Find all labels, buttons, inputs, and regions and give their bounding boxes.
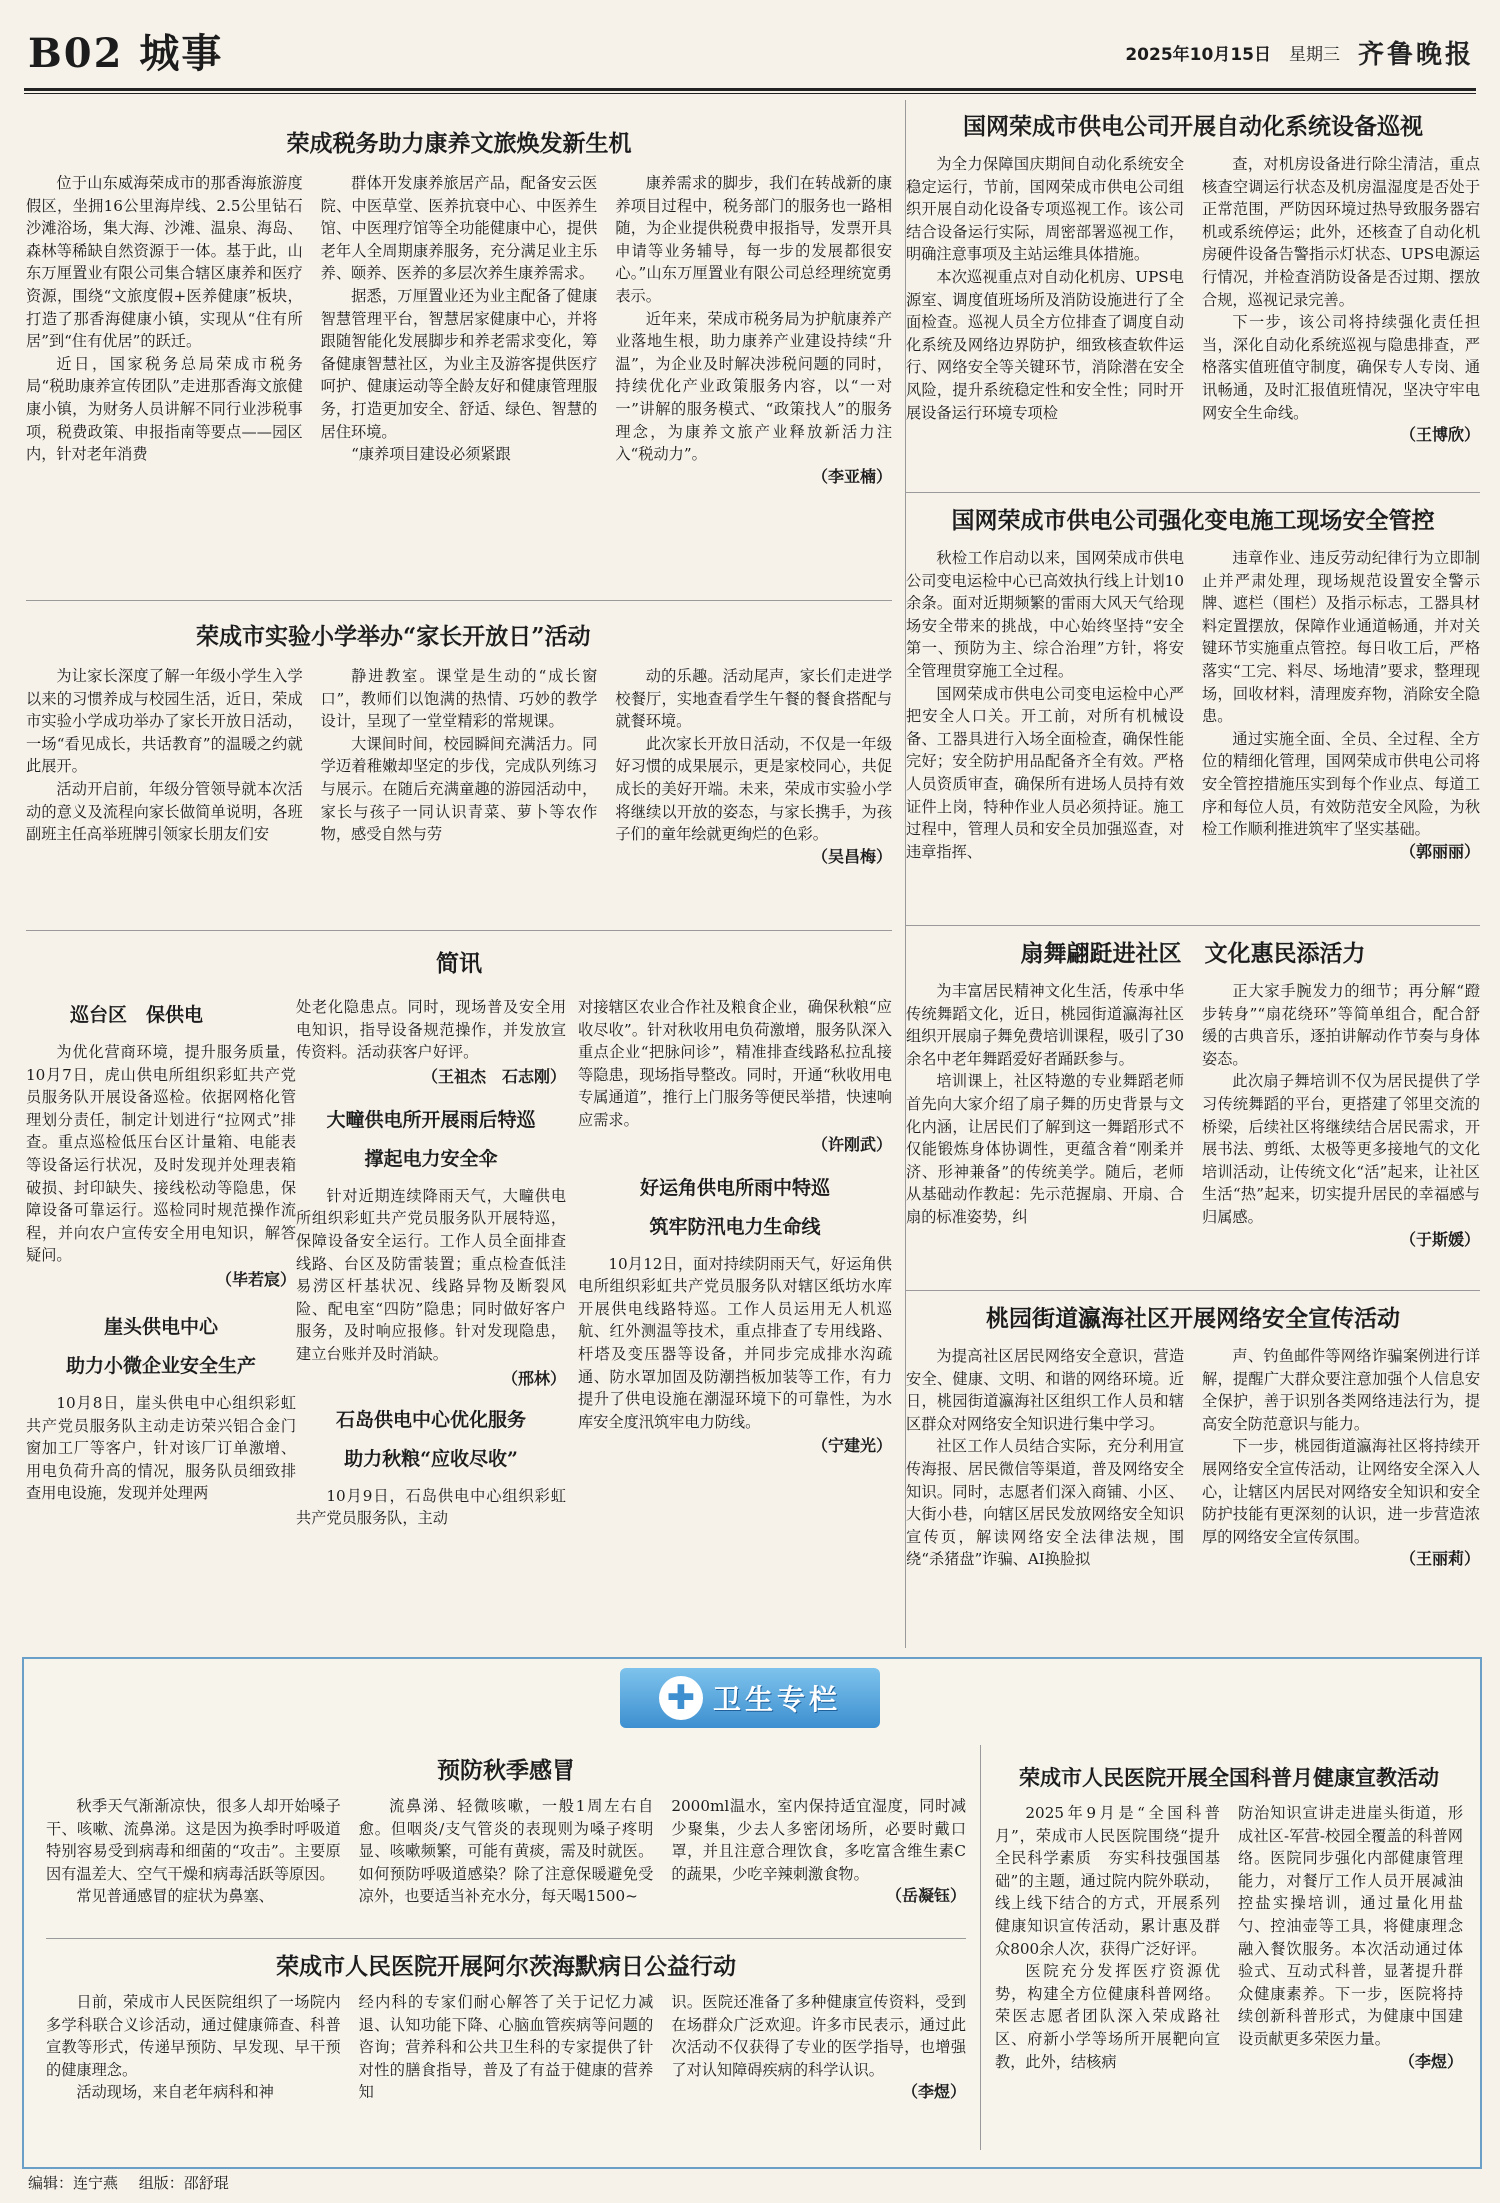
article-title: 荣成税务助力康养文旅焕发新生机 [286,130,632,157]
briefs-title: 简讯 [436,950,482,977]
article-alzheimer-day [46,1948,966,2104]
brief-text: 10月8日，崖头供电中心组织彩虹共产党员服务队主动走访荣兴铝合金门窗加工厂等客户，针对该厂订单激增、用电负荷升高的情况，服务队员细致排查用电设施，发现并处理两 [26,1393,296,1503]
brief-title: 大疃供电所开展雨后特巡 [326,1108,536,1131]
health-banner [620,1668,880,1728]
article-title: 荣成市实验小学举办“家长开放日”活动 [196,623,591,650]
article-col-2: 违章作业、违反劳动纪律行为立即制止并严肃处理，现场规范设置安全警示牌、遮栏（围栏）及指示标志，工器具材料定置摆放，保障作业通道畅通，并对关键环节实施重点管控。每日收工后，严格落实“工完、料尽、场地清”要求，整理现场，回收材料，清理废弃物，消除安全隐患。 通过实施全面、全员、全过程、全方位的精细化管理，国网荣成市供电公司将安全管控措施压实到每个作业点、每道工序和每位人员，有效防范安全风险，为秋检工作顺利推进筑牢了坚实基础。 （郭丽丽） [1202,547,1480,863]
weekday: 星期三 [1288,45,1340,65]
article-autumn-cold [46,1752,966,1908]
article-grid-automation [906,108,1480,447]
byline: （邢林） [501,1368,566,1388]
article-col-1: 为提高社区居民网络安全意识，营造安全、健康、文明、和谐的网络环境。近日，桃园街道瀛海社区组织工作人员和辖区群众对网络安全知识进行集中学习。 社区工作人员结合实际，充分利用宣传海报、居民微信等渠道，普及网络安全知识。同时，志愿者们深入商铺、小区、大街小巷，向辖区居民发放网络安全知识宣传页，解读网络安全法律法规，围绕“杀猪盘”诈骗、AI换脸拟 [906,1347,1184,1569]
issue-date: 2025年10月15日 [1125,45,1271,65]
article-col-1: 为丰富居民精神文化生活，传承中华传统舞蹈文化，近日，桃园街道瀛海社区组织开展扇子舞免费培训课程，吸引了30余名中老年舞蹈爱好者踊跃参与。 培训课上，社区特邀的专业舞蹈老师首先向大家介绍了扇子舞的历史背景与文化内涵，让居民们了解到这一舞蹈形式不仅能锻炼身体协调性，更蕴含着“刚柔并济、形神兼备”的传统美学。随后，老师从基础动作教起：先示范握扇、开扇、合扇的标准姿势，纠 [906,982,1184,1226]
byline: （李煜） [1398,2051,1463,2071]
article-title: 荣成市人民医院开展阿尔茨海默病日公益行动 [276,1953,736,1980]
article-col-1: 为让家长深度了解一年级小学生入学以来的习惯养成与校园生活，近日，荣成市实验小学成功举办了家长开放日活动，一场“看见成长，共话教育”的温暖之约就此展开。 活动开启前，年级分管领导就本次活动的意义及流程向家长做简单说明，各班副班主任高举班牌引领家长朋友们安 [26,667,303,844]
brief-text: 处老化隐患点。同时，现场普及安全用电知识，指导设备规范操作，并发放宣传资料。活动获客户好评。 [296,998,566,1062]
article-col-2: 群体开发康养旅居产品，配备安云医院、中医草堂、医养抗衰中心、中医养生馆、中医理疗馆等全功能健康中心，提供老年人全周期康养服务，充分满足业主乐养、颐养、医养的多层次养生康养需求。 据悉，万厘置业还为业主配备了健康智慧管理平台，智慧居家健康中心，并将跟随智能化发展脚步和养老需求变化，筹备健康智慧社区，为业主及游客提供医疗呵护、健康运动等全龄友好和健康管理服务，打造更加安全、舒适、绿色、智慧的居住环境。 “康养项目建设必须紧跟 [320,174,598,464]
article-col-1: 位于山东威海荣成市的那香海旅游度假区，坐拥16公里海岸线、2.5公里钻石沙滩浴场，集大海、沙滩、温泉、海岛、森林等稀缺自然资源于一体。基于此，山东万厘置业有限公司集合辖区康养和医疗资源，围绕“文旅度假+医养健康”板块，打造了那香海健康小镇，实现从“住有所居”到“住有优居”的跃迁。 近日，国家税务总局荣成市税务局“税助康养宣传团队”走进那香海文旅健康小镇，为财务人员讲解不同行业涉税事项，税费政策、申报指南等要点——园区内，针对老年消费 [26,174,303,464]
article-grid-safety [906,502,1480,863]
article-title: 预防秋季感冒 [437,1757,575,1784]
masthead-info [1125,34,1474,71]
brief-text: 10月12日，面对持续阴雨天气，好运角供电所组织彩虹共产党员服务队对辖区纸坊水库开展供电线路特巡。工作人员运用无人机巡航、红外测温等技术，重点排查了专用线路、杆塔及变压器等设备，并同步完成排水沟疏通、防水罩加固及防潮挡板加装等工作，有力提升了供电设施在潮湿环境下的可靠性，为水库安全度汛筑牢电力防线。 [578,1254,892,1431]
brief-col-3 [578,996,892,1456]
article-title: 荣成市人民医院开展全国科普月健康宣教活动 [1019,1765,1439,1790]
article-fan-dance [906,935,1480,1251]
brief-title: 石岛供电中心优化服务 [335,1408,526,1431]
article-col-2: 声、钓鱼邮件等网络诈骗案例进行详解，提醒广大群众要注意加强个人信息安全保护，善于识别各类网络违法行为，提高安全防范意识与能力。 下一步，桃园街道瀛海社区将持续开展网络安全宣传活动，让网络安全深入人心，让辖区内居民对网络安全知识和安全防护技能有更深刻的认识，进一步营造浓厚的网络安全宣传氛围。 （王丽莉） [1202,1345,1480,1571]
byline: （吴昌梅） [812,846,893,866]
separator [906,925,1480,926]
page-footer [28,2172,245,2193]
newspaper-logo: 齐鲁晚报 [1357,40,1474,70]
byline: （王祖杰 石志刚） [421,1066,566,1086]
brief-title: 崖头供电中心 [103,1315,218,1338]
brief-title: 好运角供电所雨中特巡 [639,1176,830,1199]
separator [906,492,1480,493]
separator [906,1290,1480,1291]
health-banner-label: 卫生专栏 [712,1683,841,1716]
article-col-3: 康养需求的脚步，我们在转战新的康养项目过程中，税务部门的服务也一路相随，为企业提供税费申报指导，发票开具申请等业务辅导，每一步的发展都很安心。”山东万厘置业有限公司总经理统宽勇表示。 近年来，荣成市税务局为护航康养产业落地生根，助力康养产业建设持续“升温”，为企业及时解决涉税问题的同时，持续优化产业政策服务内容，以“一对一”讲解的服务模式、“政策找人”的服务理念，为康养文旅产业释放新活力注入“税动力”。 （李亚楠） [615,172,892,488]
brief-subtitle: 撑起电力安全伞 [364,1147,498,1170]
byline: （毕若宸） [215,1269,296,1289]
header-rule [24,88,1476,91]
brief-text: 为优化营商环境，提升服务质量，10月7日，虎山供电所组织彩虹共产党员服务队开展设备巡检。依据网格化管理划分责任，制定计划进行“拉网式”排查。重点巡检低压台区计量箱、电能表等设备运行状况，及时发现并处理表箱破损、封印缺失、接线松动等隐患，保障设备可靠运行。巡检同时规范操作流程，并向农户宣传安全用电知识，解答疑问。 [26,1043,296,1265]
byline: （于斯媛） [1399,1229,1480,1249]
article-col-1: 秋检工作启动以来，国网荣成市供电公司变电运检中心已高效执行线上计划10余条。面对近期频繁的雷雨大风天气给现场安全带来的挑战，中心始终坚持“安全第一、预防为主、综合治理”方针，将安全管理贯穿施工全过程。 国网荣成市供电公司变电运检中心严把安全人口关。开工前，对所有机械设备、工器具进行入场全面检查，确保性能完好；安全防护用品配备齐全有效。严格人员资质审查，确保所有进场人员持有效证件上岗，特种作业人员必须持证。施工过程中，管理人员和安全员加强巡查，对违章指挥、 [906,549,1184,861]
article-col-2: 防治知识宣讲走进崖头街道，形成社区-军营-校园全覆盖的科普网络。医院同步强化内部健康管理能力，对餐厅工作人员开展减油控盐实操培训，通过量化用盐勺、控油壶等工具，将健康理念融入餐饮服务。本次活动通过体验式、互动式科普，显著提升群众健康素养。下一步，医院将持续创新科普形式，为健康中国建设贡献更多荣医力量。 （李煜） [1238,1802,1463,2073]
brief-col-1 [26,990,296,1505]
article-col-1: 为全力保障国庆期间自动化系统安全稳定运行，节前，国网荣成市供电公司组织开展自动化设备专项巡视工作。该公司结合设备运行实际，周密部署巡视工作，明确注意事项及主站运维具体措施。 本次巡视重点对自动化机房、UPS电源室、调度值班场所及消防设施进行了全面检查。巡视人员全方位排查了调度自动化系统及网络边界防护，细致核查软件运行、网络安全等关键环节，消除潜在安全风险，提升系统稳定性和安全性；同时开展设备运行环境专项检 [906,155,1184,422]
article-col-2: 查，对机房设备进行除尘清洁，重点核查空调运行状态及机房温湿度是否处于正常范围，严防因环境过热导致服务器宕机或系统停运；此外，还核查了自动化机房硬件设备告警指示灯状态、UPS电源运行情况，并检查消防设备是否过期、摆放合规，巡视记录完善。 下一步，该公司将持续强化责任担当，深化自动化系统巡视与隐患排查，严格落实值班值守制度，确保专人专岗、通讯畅通，及时汇报值班情况，坚决守牢电网安全生命线。 （王博欣） [1202,153,1480,447]
article-cyber-safety [906,1300,1480,1571]
article-science-month [995,1762,1463,2073]
article-col-1: 2025年9月是“全国科普月”，荣成市人民医院围绕“提升全民科学素质 夯实科技强国基础”的主题，通过院内院外联动，线上线下结合的方式，开展系列健康知识宣传活动，累计惠及群众800余人次，获得广泛好评。 医院充分发挥医疗资源优势，构建全方位健康科普网络。荣医志愿者团队深入荣成路社区、府新小学等场所开展靶向宣教，此外，结核病 [995,1804,1220,2071]
article-col-1: 日前，荣成市人民医院组织了一场院内多学科联合义诊活动，通过健康筛查、科普宣教等形式，传递早预防、早发现、早干预的健康理念。 活动现场，来自老年病科和神 [46,1993,341,2102]
article-col-2: 流鼻涕、轻微咳嗽，一般1周左右自愈。但咽炎/支气管炎的表现则为嗓子疼明显、咳嗽频繁，可能有黄痰，需及时就医。如何预防呼吸道感染？除了注意保暖避免受凉外，也要适当补充水分，每天喝1500~ [358,1797,654,1906]
byline: （王丽莉） [1399,1549,1480,1569]
byline: （岳凝钰） [886,1886,967,1906]
article-col-3: 动的乐趣。活动尾声，家长们走进学校餐厅，实地查看学生午餐的餐食搭配与就餐环境。 此次家长开放日活动，不仅是一年级好习惯的成果展示，更是家校同心，共促成长的美好开端。未来，荣成市实验小学将继续以开放的姿态，与家长携手，为孩子们的童年绘就更绚烂的色彩。 （吴昌梅） [615,665,892,868]
article-col-3: 识。医院还准备了多种健康宣传资料，受到在场群众广泛欢迎。许多市民表示，通过此次活动不仅获得了专业的医学指导，也增强了对认知障碍疾病的科学认识。 （李煜） [671,1991,966,2104]
article-title: 桃园街道瀛海社区开展网络安全宣传活动 [986,1305,1400,1332]
article-col-1: 秋季天气渐渐凉快，很多人却开始嗓子干、咳嗽、流鼻涕。这是因为换季时呼吸道特别容易受到病毒和细菌的“攻击”。主要原因有温差大、空气干燥和病毒活跃等原因。 常见普通感冒的症状为鼻塞、 [46,1797,341,1906]
byline: （李亚楠） [812,466,893,486]
article-school-openday [26,618,892,868]
article-tax-health [26,125,892,488]
medical-cross-icon: ✚ [659,1676,703,1720]
byline: （许刚武） [811,1134,892,1154]
byline: （宁建光） [811,1436,892,1456]
brief-col-2 [296,996,566,1530]
brief-subtitle: 筑牢防汛电力生命线 [649,1215,821,1238]
brief-title: 巡台区 保供电 [70,1004,204,1026]
article-title: 国网荣成市供电公司强化变电施工现场安全管控 [951,507,1435,534]
byline: （王博欣） [1399,425,1480,445]
health-divider [980,1745,981,2150]
page-section-title: B02 城事 [28,30,224,77]
brief-subtitle: 助力秋粮“应收尽收” [344,1447,518,1470]
article-title: 国网荣成市供电公司开展自动化系统设备巡视 [963,113,1423,140]
separator [46,1938,966,1939]
byline: （李煜） [902,2082,967,2102]
brief-text: 10月9日，石岛供电中心组织彩虹共产党员服务队，主动 [296,1486,566,1528]
brief-text: 对接辖区农业合作社及粮食企业，确保秋粮“应收尽收”。针对秋收用电负荷激增，服务队深入重点企业“把脉问诊”，精准排查线路私拉乱接等隐患，现场指导整改。同时，开通“秋收用电专属通道”，推行上门服务等便民举措，快速响应需求。 [578,998,892,1129]
byline: （郭丽丽） [1399,841,1480,861]
brief-text: 针对近期连续降雨天气，大疃供电所组织彩虹共产党员服务队开展特巡，保障设备安全运行。工作人员全面排查线路、台区及防雷装置；重点检查低洼易涝区杆基状况、线路异物及断裂风险、配电室“四防”隐患；同时做好客户服务，及时响应报修。针对发现隐患，建立台账并及时消缺。 [296,1186,566,1363]
editor-credit: 编辑：连宁燕 [28,2174,119,2192]
brief-subtitle: 助力小微企业安全生产 [65,1354,256,1377]
article-col-2: 静进教室。课堂是生动的“成长窗口”，教师们以饱满的热情、巧妙的教学设计，呈现了一堂堂精彩的常规课。 大课间时间，校园瞬间充满活力。同学迈着稚嫩却坚定的步伐，完成队列练习与展示。在随后充满童趣的游园活动中，家长与孩子一同认识青菜、萝卜等农作物，感受自然与劳 [320,667,598,844]
article-col-2: 正大家手腕发力的细节；再分解“蹬步转身”“扇花绕环”等简单组合，配合舒缓的古典音乐，逐拍讲解动作节奏与身体姿态。 此次扇子舞培训不仅为居民提供了学习传统舞蹈的平台，更搭建了邻里交流的桥梁，后续社区将继续结合居民需求，开展书法、剪纸、太极等更多接地气的文化培训活动，让传统文化“活”起来，让社区生活“热”起来，切实提升居民的幸福感与归属感。 （于斯媛） [1202,980,1480,1251]
article-title: 扇舞翩跹进社区 文化惠民添活力 [1020,940,1366,967]
article-col-3: 2000ml温水，室内保持适宜湿度，同时减少聚集，少去人多密闭场所，必要时戴口罩，并且注意合理饮食，多吃富含维生素C的蔬果，少吃辛辣刺激食物。 （岳凝钰） [671,1795,966,1908]
separator [26,600,892,601]
layout-credit: 组版：邵舒琨 [138,2174,229,2192]
article-col-2: 经内科的专家们耐心解答了关于记忆力减退、认知功能下降、心脑血管疾病等问题的咨询；营养科和公共卫生科的专家提供了针对性的膳食指导，普及了有益于健康的营养知 [358,1993,654,2102]
header-rule-thin [24,93,1476,94]
separator [26,930,892,931]
